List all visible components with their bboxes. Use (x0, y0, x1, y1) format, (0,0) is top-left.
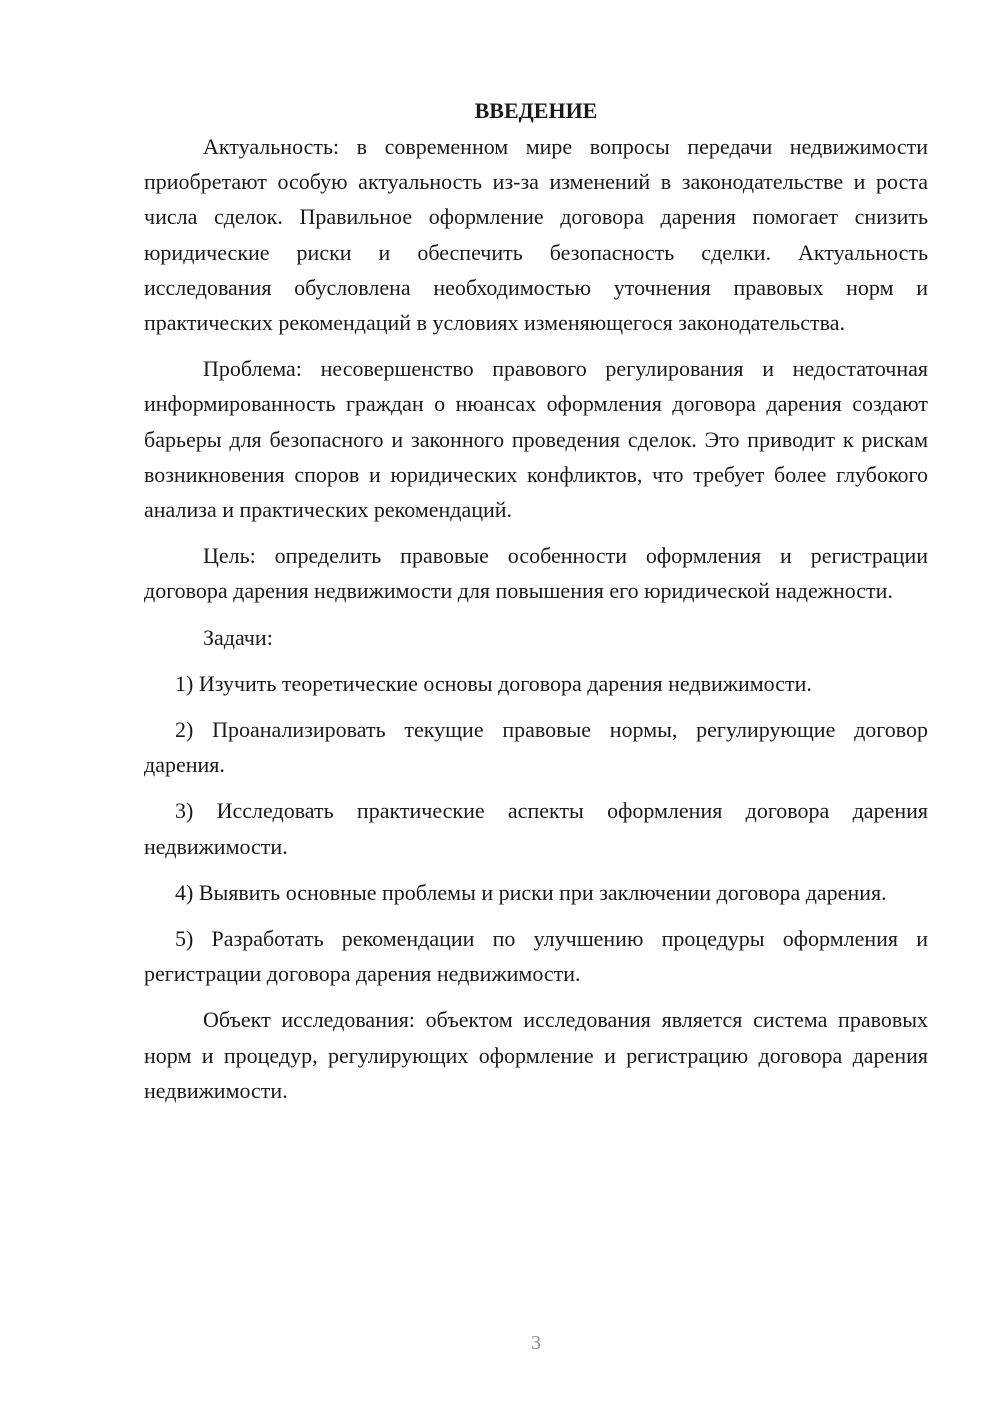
page-title: ВВЕДЕНИЕ (474, 98, 598, 123)
task-item: 1) Изучить теоретические основы договора дарения недвижимости. (175, 670, 812, 696)
task-item: 4) Выявить основные проблемы и риски при заключении договора дарения. (175, 879, 887, 905)
task-item: 5) Разработать рекомендации по улучшению процедуры оформления и регистрации договора дарения недвижимости. (144, 926, 928, 987)
relevance-paragraph: Актуальность: в современном мире вопросы передачи недвижимости приобретают особую актуальность из-за изменений в законодательстве и роста числа сделок. Правильное оформление договора дарения помогает снизить юридические риски и обеспечить безопасность сделки. Актуальность исследования обусловлена необходимостью уточнения правовых норм и практических рекомендаций в условиях изменяющегося законодательства. (144, 134, 928, 336)
goal-paragraph: Цель: определить правовые особенности оформления и регистрации договора дарения недвижимости для повышения его юридической надежности. (144, 543, 928, 604)
page-number: 3 (531, 1332, 541, 1354)
task-item: 2) Проанализировать текущие правовые нормы, регулирующие договор дарения. (144, 717, 928, 778)
tasks-heading: Задачи: (203, 624, 273, 650)
task-item: 3) Исследовать практические аспекты оформления договора дарения недвижимости. (144, 798, 928, 859)
document-page (144, 96, 928, 1119)
object-paragraph: Объект исследования: объектом исследования является система правовых норм и процедур, регулирующих оформление и регистрацию договора дарения недвижимости. (144, 1007, 928, 1103)
problem-paragraph: Проблема: несовершенство правового регулирования и недостаточная информированность граждан о нюансах оформления договора дарения создают барьеры для безопасного и законного проведения сделок. Это приводит к рискам возникновения споров и юридических конфликтов, что требует более глубокого анализа и практических рекомендаций. (144, 356, 928, 523)
